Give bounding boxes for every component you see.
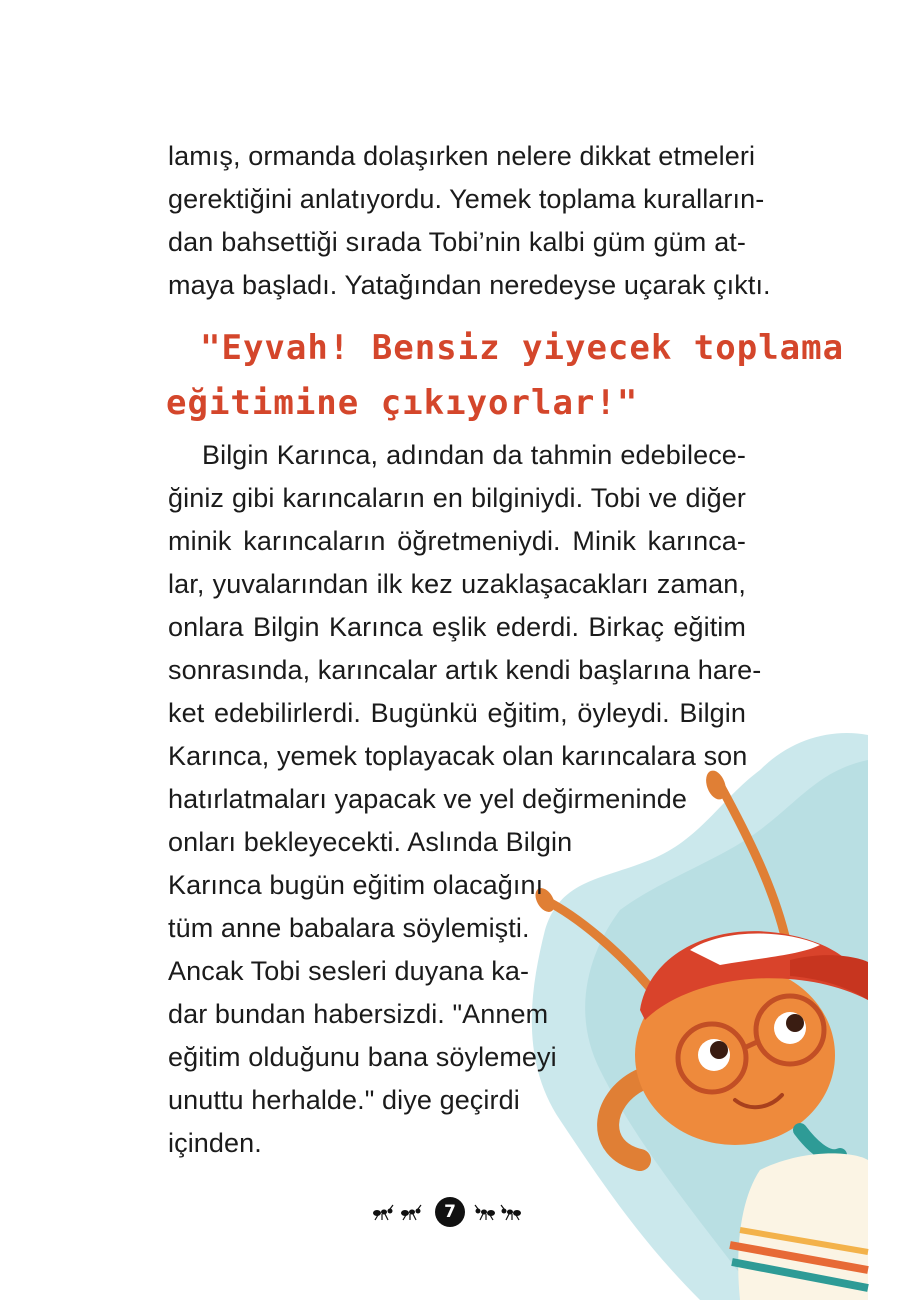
paragraph2-line: lar, yuvalarından ilk kez uzaklaşacakları zaman, bbox=[168, 569, 746, 599]
paragraph2-line: Karınca, yemek toplayacak olan karıncalara son bbox=[168, 741, 748, 771]
paragraph2-line: ket edebilirlerdi. Bugünkü eğitim, öyleydi. Bilgin bbox=[168, 698, 746, 728]
paragraph2-line: Karınca bugün eğitim olacağını bbox=[168, 870, 544, 900]
paragraph2-line: minik karıncaların öğretmeniydi. Minik karınca- bbox=[168, 526, 746, 556]
paragraph2-line: onlara Bilgin Karınca eşlik ederdi. Birkaç eğitim bbox=[168, 612, 746, 642]
paragraph1-line: maya başladı. Yatağından neredeyse uçarak çıktı. bbox=[168, 270, 771, 300]
paragraph2-line: dar bundan habersizdi. "Annem bbox=[168, 999, 549, 1029]
paragraph2-line: unuttu herhalde." diye geçirdi bbox=[168, 1085, 520, 1115]
paragraph2-line: Ancak Tobi sesleri duyana ka- bbox=[168, 956, 530, 986]
paragraph2-line: Bilgin Karınca, adından da tahmin edebilece- bbox=[202, 440, 746, 470]
paragraph2-line: içinden. bbox=[168, 1128, 262, 1158]
ants-right-icon bbox=[472, 1203, 530, 1221]
page-number: 7 bbox=[435, 1197, 465, 1227]
paragraph1-line: lamış, ormanda dolaşırken nelere dikkat etmeleri bbox=[168, 141, 756, 171]
paragraph1-line: dan bahsettiği sırada Tobi’nin kalbi güm güm at- bbox=[168, 227, 746, 257]
ants-left-icon bbox=[372, 1203, 430, 1221]
paragraph2-line: hatırlatmaları yapacak ve yel değirmeninde bbox=[168, 784, 687, 814]
paragraph1-line: gerektiğini anlatıyordu. Yemek toplama kuralların- bbox=[168, 184, 765, 214]
paragraph2-line: ğiniz gibi karıncaların en bilginiydi. Tobi ve diğer bbox=[168, 483, 746, 513]
quote-line: eğitimine çıkıyorlar!" bbox=[166, 383, 639, 423]
paragraph2-line: tüm anne babalara söylemişti. bbox=[168, 913, 530, 943]
paragraph2-line: eğitim olduğunu bana söylemeyi bbox=[168, 1042, 557, 1072]
paragraph2-line: onları bekleyecekti. Aslında Bilgin bbox=[168, 827, 573, 857]
paragraph2-line: sonrasında, karıncalar artık kendi başlarına hare- bbox=[168, 655, 762, 685]
quote-line: "Eyvah! Bensiz yiyecek toplama bbox=[200, 328, 845, 368]
